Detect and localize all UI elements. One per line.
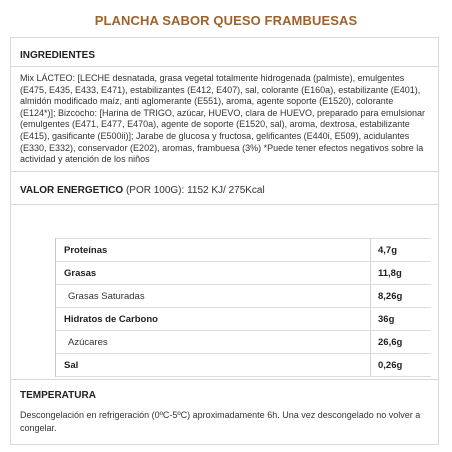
column-separator bbox=[370, 308, 371, 330]
nutrient-value: 36g bbox=[378, 314, 395, 325]
table-row bbox=[56, 331, 431, 354]
column-separator bbox=[370, 239, 371, 261]
divider bbox=[11, 204, 438, 205]
nutrient-value: 4,7g bbox=[378, 245, 398, 256]
energy-label: VALOR ENERGETICO bbox=[20, 185, 124, 196]
nutrient-value: 26,6g bbox=[378, 337, 403, 348]
product-title: PLANCHA SABOR QUESO FRAMBUESAS bbox=[94, 13, 358, 28]
nutrient-name: Grasas Saturadas bbox=[68, 291, 145, 302]
divider bbox=[11, 379, 438, 380]
nutrient-name: Sal bbox=[64, 360, 79, 371]
nutrition-table bbox=[55, 238, 431, 377]
nutrient-name: Proteínas bbox=[64, 245, 108, 256]
temperature-heading: TEMPERATURA bbox=[20, 390, 96, 401]
nutrient-name: Azúcares bbox=[68, 337, 108, 348]
nutrient-value: 11,8g bbox=[378, 268, 402, 279]
column-separator bbox=[370, 285, 371, 307]
divider bbox=[11, 66, 438, 67]
table-row bbox=[56, 262, 431, 285]
ingredients-heading: INGREDIENTES bbox=[20, 50, 96, 61]
table-row bbox=[56, 285, 431, 308]
energy-value bbox=[20, 185, 265, 196]
table-row bbox=[56, 238, 431, 262]
product-info-card bbox=[10, 37, 439, 445]
column-separator bbox=[370, 331, 371, 353]
column-separator bbox=[370, 262, 371, 284]
nutrient-name: Hidratos de Carbono bbox=[64, 314, 158, 325]
table-row bbox=[56, 308, 431, 331]
ingredients-text: Mix LÁCTEO: [LECHE desnatada, grasa vegetal totalmente hidrogenada (palmiste), emulgentes (E475, E435, E433, E471), estabilizantes (E412, E407), sal, colorante (E160a), estabilizante (E401), almidón modificado maíz, anti aglomerante (E551), aroma, agente soporte (E1520), colorante (E124*)]; Bizcocho: [Harina de TRIGO, azúcar, HUEVO, clara de HUEVO, preparado para emulsionar (emulgentes (E471, E477, E470a), agente de soporte (E1520, sal), aroma, dextrosa, estabilizante (E415), gasificante (E500ii)]; Jarabe de glucosa y fructosa, gelificantes (E440i, E509), acidulantes (E330, E332), conservador (E202), aromas, frambuesa (3%) *Puede tener efectos negativos sobre la actividad y atención de los niños bbox=[20, 73, 426, 165]
nutrient-value: 0,26g bbox=[378, 360, 403, 371]
column-separator bbox=[370, 354, 371, 376]
energy-amount: (POR 100G): 1152 KJ/ 275Kcal bbox=[125, 185, 265, 196]
table-row bbox=[56, 354, 431, 377]
divider bbox=[11, 171, 438, 172]
nutrient-value: 8,26g bbox=[378, 291, 403, 302]
nutrient-name: Grasas bbox=[64, 268, 97, 279]
temperature-text: Descongelación en refrigeración (0ºC-5ºC) aproximadamente 6h. Una vez descongelado no volver a congelar. bbox=[20, 410, 421, 433]
